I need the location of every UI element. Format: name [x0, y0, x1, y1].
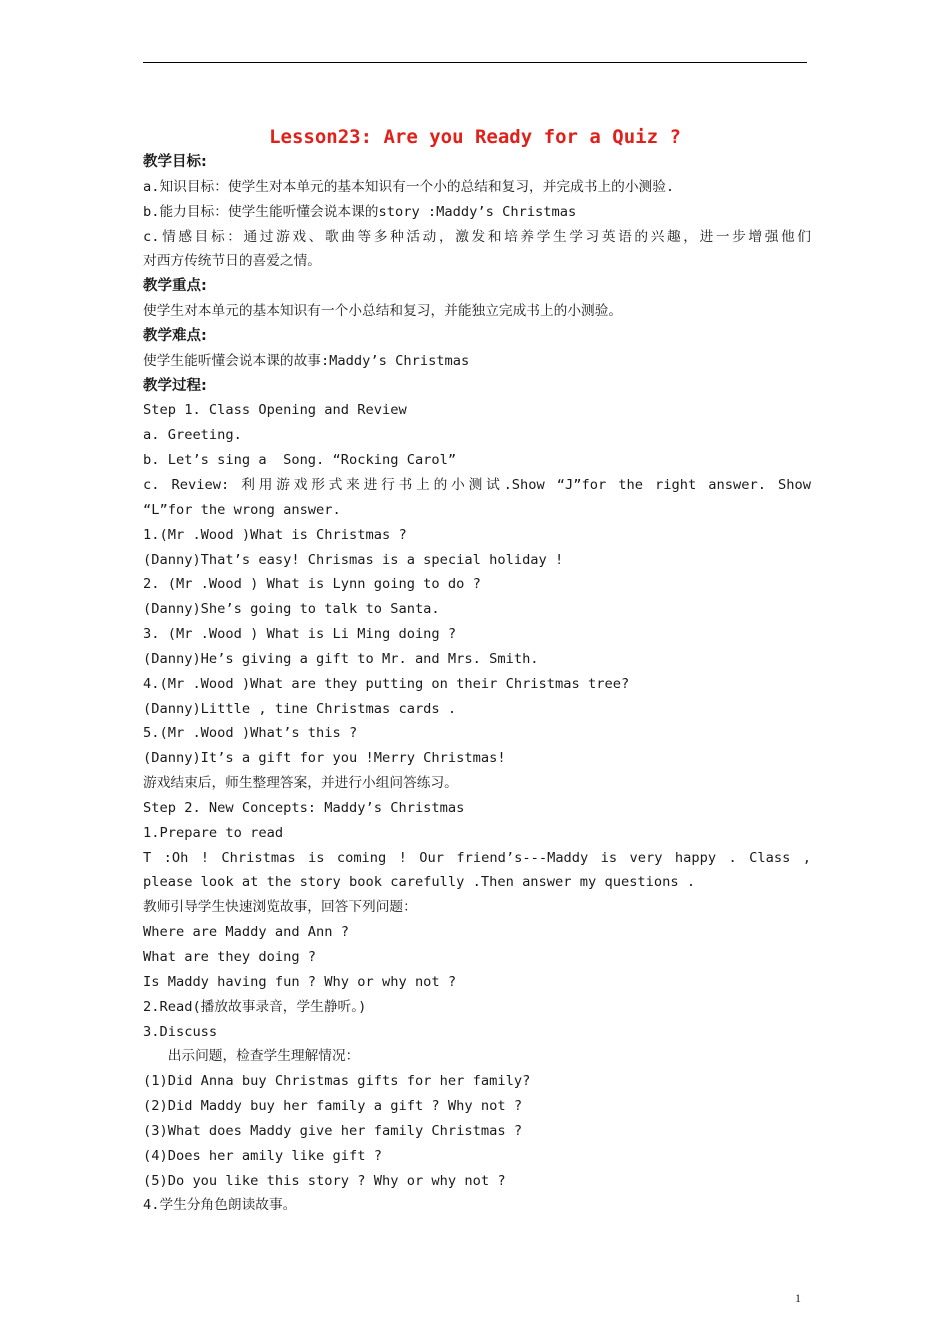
text-line: 1.Prepare to read — [143, 824, 284, 841]
section-heading: 教学过程: — [143, 377, 207, 394]
text-line: (2)Did Maddy buy her family a gift ? Why not ? — [143, 1098, 523, 1115]
text-line: What are they doing ? — [143, 949, 317, 965]
text-line: b.能力目标：使学生能听懂会说本课的story :Maddy’s Christmas — [143, 203, 577, 220]
text-line: 教师引导学生快速浏览故事，回答下列问题： — [143, 899, 417, 916]
text-line: c.情感目标：通过游戏、歌曲等多种活动，激发和培养学生学习英语的兴趣，进一步增强他们 — [143, 228, 811, 245]
text-line: 对西方传统节日的喜爱之情。 — [143, 253, 321, 270]
text-line: 游戏结束后，师生整理答案，并进行小组问答练习。 — [143, 775, 458, 792]
text-line: Is Maddy having fun ? Why or why not ? — [143, 973, 457, 990]
text-line: please look at the story book carefully .Then answer my questions . — [143, 874, 696, 891]
lesson-title: Lesson23: Are you Ready for a Quiz ? — [269, 126, 681, 148]
text-line: 使学生对本单元的基本知识有一个小总结和复习，并能独立完成书上的小测验。 — [143, 303, 623, 320]
section-heading: 教学难点: — [143, 327, 207, 344]
text-line: “L”for the wrong answer. — [143, 501, 341, 518]
text-line: (3)What does Maddy give her family Christmas ? — [143, 1122, 523, 1139]
text-line: 使学生能听懂会说本课的故事:Maddy’s Christmas — [143, 352, 470, 369]
text-line: (Danny)She’s going to talk to Santa. — [143, 601, 440, 618]
text-line: (Danny)He’s giving a gift to Mr. and Mrs. Smith. — [143, 650, 539, 667]
text-line: c. Review: 利用游戏形式来进行书上的小测试.Show “J”for the right answer. Show — [143, 476, 811, 493]
text-line: Step 2. New Concepts: Maddy’s Christmas — [143, 799, 465, 816]
text-line: 3.Discuss — [143, 1023, 218, 1040]
header-rule — [143, 62, 807, 63]
text-line: b. Let’s sing a Song. “Rocking Carol” — [143, 452, 457, 469]
text-line: Where are Maddy and Ann ? — [143, 924, 350, 941]
text-line: 5.(Mr .Wood )What’s this ? — [143, 725, 358, 742]
text-line: T :Oh ! Christmas is coming ! Our friend’s---Maddy is very happy . Class , — [143, 849, 811, 866]
section-heading: 教学重点: — [143, 278, 207, 295]
text-line: a.知识目标：使学生对本单元的基本知识有一个小的总结和复习，并完成书上的小测验. — [143, 178, 675, 195]
text-line: (5)Do you like this story ? Why or why not ? — [143, 1172, 506, 1189]
page-number: 1 — [795, 1291, 801, 1305]
text-line: 出示问题，检查学生理解情况： — [143, 1048, 360, 1065]
text-line: 4.学生分角色朗读故事。 — [143, 1197, 297, 1214]
text-line: (Danny)Little , tine Christmas cards . — [143, 700, 457, 717]
text-line: 2.Read(播放故事录音，学生静听。) — [143, 998, 367, 1015]
text-line: a. Greeting. — [143, 427, 242, 444]
text-line: (Danny)It’s a gift for you !Merry Christmas! — [143, 750, 506, 767]
text-line: (4)Does her amily like gift ? — [143, 1147, 382, 1164]
text-line: 1.(Mr .Wood )What is Christmas ? — [143, 526, 407, 543]
text-line: 3. (Mr .Wood ) What is Li Ming doing ? — [143, 626, 457, 643]
text-line: (1)Did Anna buy Christmas gifts for her family? — [143, 1073, 531, 1090]
text-line: 2. (Mr .Wood ) What is Lynn going to do ? — [143, 576, 481, 593]
section-heading: 教学目标: — [143, 154, 207, 170]
lesson-body — [143, 150, 811, 1218]
text-line: (Danny)That’s easy! Chrismas is a special holiday ! — [143, 551, 564, 568]
text-line: Step 1. Class Opening and Review — [143, 402, 407, 419]
text-line: 4.(Mr .Wood )What are they putting on their Christmas tree? — [143, 675, 630, 692]
